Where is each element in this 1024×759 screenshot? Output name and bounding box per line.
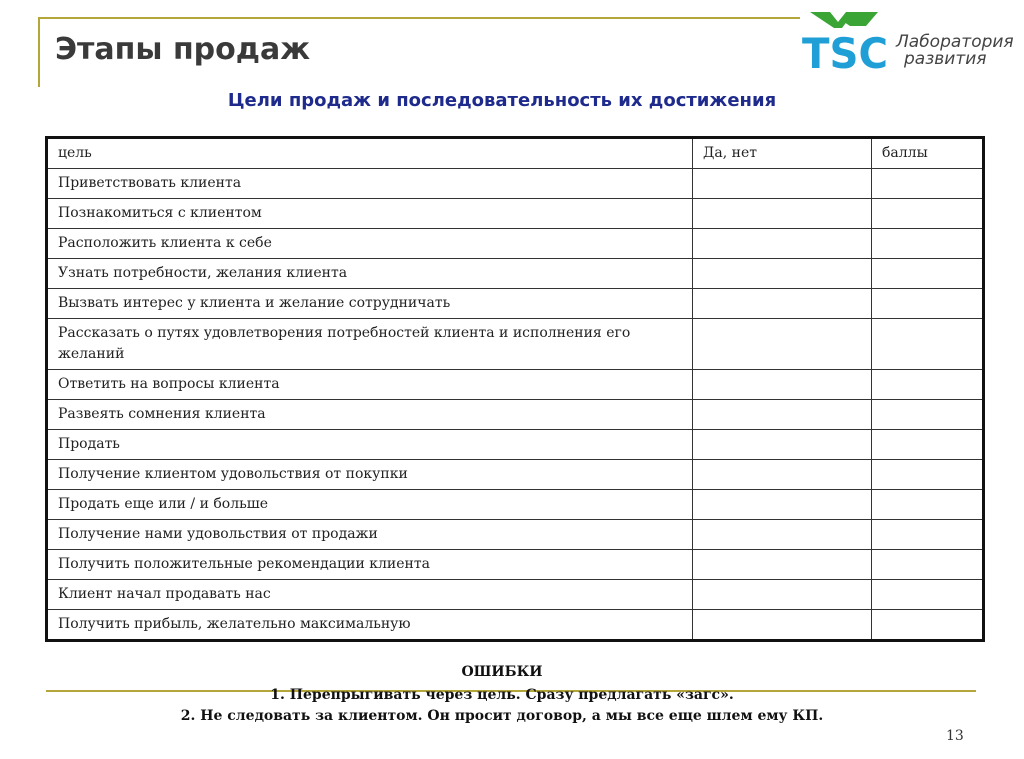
goal-cell: Получить положительные рекомендации клиента — [47, 550, 693, 580]
table-row — [47, 610, 984, 641]
score-cell[interactable] — [872, 370, 984, 400]
table-row — [47, 289, 984, 319]
score-cell[interactable] — [872, 430, 984, 460]
score-cell[interactable] — [872, 169, 984, 199]
header-score: баллы — [872, 138, 984, 169]
goal-cell: Клиент начал продавать нас — [47, 580, 693, 610]
score-cell[interactable] — [872, 580, 984, 610]
table-row — [47, 199, 984, 229]
score-cell[interactable] — [872, 460, 984, 490]
goal-cell: Развеять сомнения клиента — [47, 400, 693, 430]
goal-cell: Получение нами удовольствия от продажи — [47, 520, 693, 550]
yes-no-cell[interactable] — [693, 259, 872, 289]
goal-cell: Получить прибыль, желательно максимальную — [47, 610, 693, 641]
goal-cell: Приветствовать клиента — [47, 169, 693, 199]
slide-title: Этапы продаж — [55, 32, 311, 67]
table-row — [47, 550, 984, 580]
table-row — [47, 169, 984, 199]
error-item-1: 1. Перепрыгивать через цель. Сразу предлагать «загс». — [270, 687, 734, 703]
yes-no-cell[interactable] — [693, 580, 872, 610]
table-row — [47, 229, 984, 259]
yes-no-cell[interactable] — [693, 460, 872, 490]
yes-no-cell[interactable] — [693, 169, 872, 199]
yes-no-cell[interactable] — [693, 400, 872, 430]
score-cell[interactable] — [872, 199, 984, 229]
yes-no-cell[interactable] — [693, 199, 872, 229]
logo-line-2: развития — [904, 49, 987, 69]
logo-line-1: Лаборатория — [896, 32, 1014, 52]
sales-goals-table — [45, 136, 985, 642]
table-row — [47, 370, 984, 400]
yes-no-cell[interactable] — [693, 610, 872, 641]
error-item-2: 2. Не следовать за клиентом. Он просит договор, а мы все еще шлем ему КП. — [180, 708, 824, 724]
yes-no-cell[interactable] — [693, 520, 872, 550]
goal-cell: Расположить клиента к себе — [47, 229, 693, 259]
goal-cell: Узнать потребности, желания клиента — [47, 259, 693, 289]
page-number: 13 — [946, 728, 964, 744]
yes-no-cell[interactable] — [693, 319, 872, 370]
score-cell[interactable] — [872, 289, 984, 319]
goal-cell: Ответить на вопросы клиента — [47, 370, 693, 400]
yes-no-cell[interactable] — [693, 370, 872, 400]
score-cell[interactable] — [872, 259, 984, 289]
table-header-row — [47, 138, 984, 169]
score-cell[interactable] — [872, 520, 984, 550]
goal-cell: Рассказать о путях удовлетворения потребностей клиента и исполнения его желаний — [47, 319, 693, 370]
yes-no-cell[interactable] — [693, 430, 872, 460]
tsc-logo-letters: TSC — [802, 29, 888, 74]
frame-top-rule — [38, 17, 800, 19]
tsc-logo — [800, 8, 1020, 78]
errors-list — [0, 685, 1004, 727]
score-cell[interactable] — [872, 610, 984, 641]
yes-no-cell[interactable] — [693, 490, 872, 520]
goal-cell: Продать — [47, 430, 693, 460]
table-row — [47, 319, 984, 370]
slide-subtitle: Цели продаж и последовательность их достижения — [227, 90, 777, 111]
frame-left-rule — [38, 17, 40, 87]
header-goal: цель — [47, 138, 693, 169]
table-row — [47, 520, 984, 550]
yes-no-cell[interactable] — [693, 550, 872, 580]
goal-cell: Вызвать интерес у клиента и желание сотрудничать — [47, 289, 693, 319]
score-cell[interactable] — [872, 550, 984, 580]
table-row — [47, 259, 984, 289]
errors-heading: ОШИБКИ — [461, 664, 543, 680]
score-cell[interactable] — [872, 319, 984, 370]
header-yes-no: Да, нет — [693, 138, 872, 169]
yes-no-cell[interactable] — [693, 229, 872, 259]
goal-cell: Продать еще или / и больше — [47, 490, 693, 520]
table-row — [47, 430, 984, 460]
goal-cell: Получение клиентом удовольствия от покупки — [47, 460, 693, 490]
table-row — [47, 490, 984, 520]
logo-caption — [896, 34, 1014, 68]
yes-no-cell[interactable] — [693, 289, 872, 319]
table-row — [47, 580, 984, 610]
score-cell[interactable] — [872, 490, 984, 520]
tsc-logo-mark — [800, 8, 892, 74]
score-cell[interactable] — [872, 400, 984, 430]
goal-cell: Познакомиться с клиентом — [47, 199, 693, 229]
table-row — [47, 460, 984, 490]
score-cell[interactable] — [872, 229, 984, 259]
table-row — [47, 400, 984, 430]
